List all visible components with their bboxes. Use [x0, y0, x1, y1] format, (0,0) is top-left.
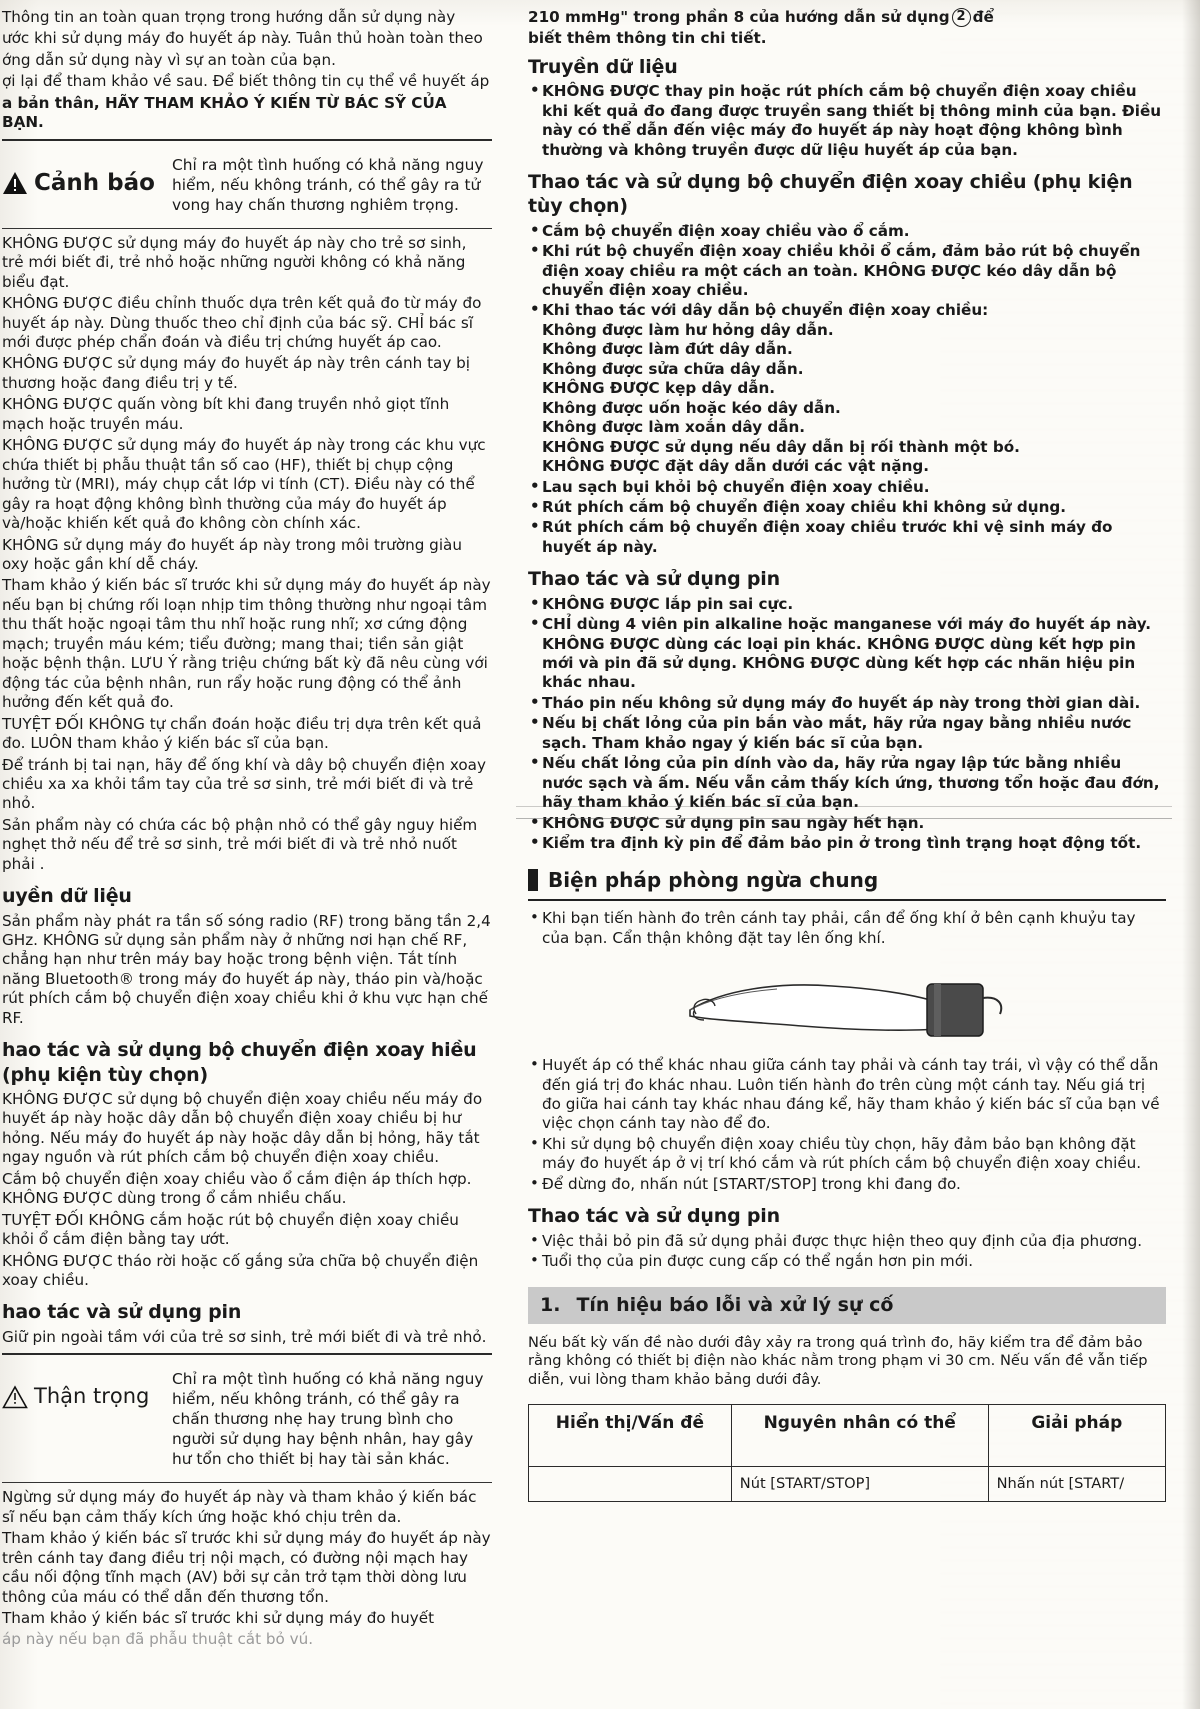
warning-item: KHÔNG ĐƯỢC sử dụng máy đo huyết áp này trong các khu vực chứa thiết bị phẫu thuật tần số cao (HF), thiết bị chụp cộng hưởng từ (MRI), máy chụp cắt lớp vi tính (CT). Điều này có thể gây ra hoạt động không bình thường của máy đo huyết áp và/hoặc khiến kết quả đo không còn chính xác.	[2, 436, 486, 533]
warning-rule-top	[2, 139, 492, 141]
general-precautions-title: Biện pháp phòng ngừa chung	[548, 867, 879, 892]
page-edge-shadow	[1182, 0, 1200, 1709]
right-ac-item: • Cắm bộ chuyển điện xoay chiều vào ổ cắm.	[528, 222, 1166, 241]
right-battery-item: • Nếu bị chất lỏng của pin bắn vào mắt, hãy rửa ngay bằng nhiều nước sạch. Tham khảo ngay ý kiến bác sĩ của bạn.	[528, 714, 1166, 753]
right-heading-battery: Thao tác và sử dụng pin	[528, 568, 780, 591]
warning-description: Chỉ ra một tình huống có khả năng nguy hiểm, nếu không tránh, có thể gây ra tử vong hay chấn thương nghiêm trọng.	[172, 155, 484, 214]
section-marker-icon	[528, 869, 538, 891]
warning-item: Sản phẩm này có chứa các bộ phận nhỏ có thể gây nguy hiểm nghẹt thở nếu để trẻ sơ sinh, trẻ mới biết đi và trẻ nhỏ nuốt phải .	[2, 815, 478, 873]
warning-item: Để tránh bị tai nạn, hãy để ống khí và dây bộ chuyển điện xoay chiều xa xa khỏi tầm tay của trẻ sơ sinh, trẻ mới biết đi và trẻ nhỏ.	[2, 755, 486, 813]
right-heading-data-transfer: Truyền dữ liệu	[528, 55, 678, 78]
warning-items-list	[2, 234, 492, 875]
caution-item: Tham khảo ý kiến bác sĩ trước khi sử dụng máy đo huyết	[2, 1609, 435, 1628]
arm-with-cuff-icon	[682, 954, 1012, 1046]
table-header-cause: Nguyên nhân có thể	[731, 1404, 988, 1466]
cut-line-2: ước khi sử dụng máy đo huyết áp này. Tuân thủ hoàn toàn theo	[2, 29, 483, 48]
caution-item: Ngừng sử dụng máy đo huyết áp này và tham khảo ý kiến bác sĩ nếu bạn cảm thấy kích ứng hoặc khó chịu trên da.	[2, 1488, 477, 1526]
left-ac-item: KHÔNG ĐƯỢC tháo rời hoặc cố gắng sửa chữa bộ chuyển điện xoay chiều.	[2, 1251, 479, 1289]
left-heading-ac-adapter: hao tác và sử dụng bộ chuyển điện xoay hiều (phụ kiện tùy chọn)	[2, 1039, 477, 1086]
scan-seam-line-upper	[516, 806, 1172, 807]
caution-box	[2, 1361, 492, 1477]
arm-cuff-illustration	[528, 954, 1166, 1046]
general-precaution-item: • Huyết áp có thể khác nhau giữa cánh tay phải và cánh tay trái, vì vậy có thể dẫn đến giá trị đo khác nhau. Luôn tiến hành đo trên cùng một cánh tay. Nếu giá trị đo giữa hai cánh tay khác nhau đáng kể, hãy tham khảo ý kiến bác sĩ của bạn về việc chọn cánh tay nào để đo.	[528, 1056, 1166, 1134]
warning-label: Cảnh báo	[34, 169, 155, 196]
cut-line-3: ớng dẫn sử dụng này vì sự an toàn của bạn.	[2, 50, 336, 69]
caution-rule-top	[2, 1353, 492, 1355]
right-ac-item	[528, 301, 1166, 476]
cut-line-5: a bản thân, HÃY THAM KHẢO Ý KIẾN TỪ BÁC SỸ CỦA BẠN.	[2, 93, 447, 132]
left-heading-data-transfer: uyền dữ liệu	[2, 885, 132, 908]
right-battery2-item: • Tuổi thọ của pin được cung cấp có thể ngắn hơn pin mới.	[528, 1252, 1166, 1271]
warning-item: KHÔNG sử dụng máy đo huyết áp này trong môi trường giàu oxy hoặc gần khí dễ cháy.	[2, 535, 462, 574]
reference-badge: 2	[952, 8, 971, 27]
warning-label-group	[2, 153, 162, 198]
error-section-title: Tín hiệu báo lỗi và xử lý sự cố	[576, 1294, 894, 1317]
left-data-transfer-item: Sản phẩm này phát ra tần số sóng radio (RF) trong băng tần 2,4 GHz. KHÔNG sử dụng sản phẩm này ở những nơi hạn chế RF, chẳng hạn như trên máy bay hoặc trong bệnh viện. Tắt tính năng Bluetooth® trong máy đo huyết áp này, tháo pin và/hoặc rút phích cắm bộ chuyển điện xoay chiều khi ở khu vực hạn chế RF.	[2, 911, 491, 1027]
right-heading-ac-adapter: Thao tác và sử dụng bộ chuyển điện xoay chiều (phụ kiện tùy chọn)	[528, 171, 1133, 218]
cord-sub-item: Không được uốn hoặc kéo dây dẫn.	[542, 398, 841, 417]
right-ac-item: • Rút phích cắm bộ chuyển điện xoay chiều trước khi vệ sinh máy đo huyết áp này.	[528, 518, 1166, 557]
scan-seam-line	[516, 818, 1172, 819]
cord-sub-item: KHÔNG ĐƯỢC sử dụng nếu dây dẫn bị rối thành một bó.	[542, 437, 1020, 456]
right-ac-item: • Rút phích cắm bộ chuyển điện xoay chiều khi không sử dụng.	[528, 498, 1166, 517]
left-ac-item: KHÔNG ĐƯỢC sử dụng bộ chuyển điện xoay chiều nếu máy đo huyết áp này hoặc dây dẫn bộ chuyển điện xoay chiều bị hư hỏng. Nếu máy đo huyết áp này hoặc dây dẫn bị hỏng, hãy tắt ngay nguồn và rút phích cắm bộ chuyển điện xoay chiều.	[2, 1089, 483, 1167]
right-ac-list	[528, 222, 1166, 558]
right-battery-list	[528, 595, 1166, 854]
right-battery-item: • CHỈ dùng 4 viên pin alkaline hoặc manganese với máy đo huyết áp này. KHÔNG ĐƯỢC dùng các loại pin khác. KHÔNG ĐƯỢC dùng kết hợp pin mới và pin đã sử dụng. KHÔNG ĐƯỢC dùng kết hợp các nhãn hiệu pin khác nhau.	[528, 615, 1166, 693]
cord-sub-item: Không được làm xoắn dây dẫn.	[542, 418, 806, 437]
left-ac-item: TUYỆT ĐỐI KHÔNG cắm hoặc rút bộ chuyển điện xoay chiều khỏi ổ cắm điện bằng tay ướt.	[2, 1210, 459, 1249]
table-header-display: Hiển thị/Vấn đề	[529, 1404, 732, 1466]
warning-triangle-icon	[2, 171, 28, 195]
right-ac-item: • Lau sạch bụi khỏi bộ chuyển điện xoay chiều.	[528, 478, 1166, 497]
caution-label-group	[2, 1367, 162, 1410]
caution-item: Tham khảo ý kiến bác sĩ trước khi sử dụng máy đo huyết áp này trên cánh tay đang điều trị nội mạch, có đường nội mạch hay cầu nối động tĩnh mạch (AV) bởi sự cản trở tạm thời dòng lưu thông của máu có thể dẫn đến thương tổn.	[2, 1529, 491, 1606]
warning-item: KHÔNG ĐƯỢC điều chỉnh thuốc dựa trên kết quả đo từ máy đo huyết áp này. Dùng thuốc theo chỉ định của bác sỹ. CHỈ bác sĩ mới được phép chẩn đoán và điều trị chứng huyết áp cao.	[2, 294, 482, 352]
right-cut-line-1	[528, 8, 1166, 27]
left-heading-battery: hao tác và sử dụng pin	[2, 1301, 242, 1324]
table-cell-cause: Nút [START/STOP]	[731, 1466, 988, 1502]
cut-line-1: Thông tin an toàn quan trọng trong hướng dẫn sử dụng này	[2, 8, 456, 26]
table-header-solution: Giải pháp	[988, 1404, 1165, 1466]
left-ac-item: Cắm bộ chuyển điện xoay chiều vào ổ cắm điện áp thích hợp. KHÔNG ĐƯỢC dùng trong ổ cắm nhiều chấu.	[2, 1169, 472, 1208]
warning-rule-bottom	[2, 228, 492, 229]
caution-triangle-icon	[2, 1385, 28, 1409]
cut-line-4: ợi lại để tham khảo về sau. Để biết thông tin cụ thể về huyết áp	[2, 72, 490, 91]
right-battery-item: • Tháo pin nếu không sử dụng máy đo huyết áp này trong thời gian dài.	[528, 694, 1166, 713]
caution-label: Thận trọng	[34, 1384, 150, 1409]
warning-item: KHÔNG ĐƯỢC quấn vòng bít khi đang truyền nhỏ giọt tĩnh mạch hoặc truyền máu.	[2, 395, 450, 433]
right-battery-item: • KHÔNG ĐƯỢC lắp pin sai cực.	[528, 595, 1166, 614]
right-data-transfer-item: • KHÔNG ĐƯỢC thay pin hoặc rút phích cắm bộ chuyển điện xoay chiều khi kết quả đo đang được truyền sang thiết bị thông minh của bạn. Điều này có thể dẫn đến việc máy đo huyết áp này hoạt động không bình thường và không truyền được dữ liệu huyết áp của bạn.	[528, 82, 1166, 160]
cord-sub-item: Không được sửa chữa dây dẫn.	[542, 359, 804, 378]
table-cell-display	[529, 1466, 732, 1502]
warning-item: KHÔNG ĐƯỢC sử dụng máy đo huyết áp này cho trẻ sơ sinh, trẻ mới biết đi, trẻ nhỏ hoặc những người không có khả năng biểu đạt.	[2, 233, 467, 291]
right-ac-item: • Khi rút bộ chuyển điện xoay chiều khỏi ổ cắm, đảm bảo rút bộ chuyển điện xoay chiều ra một cách an toàn. KHÔNG ĐƯỢC kéo dây dẫn bộ chuyển điện xoay chiều.	[528, 242, 1166, 300]
error-section-header	[528, 1287, 1166, 1323]
error-section-intro: Nếu bất kỳ vấn đề nào dưới đây xảy ra trong quá trình đo, hãy kiểm tra để đảm bảo rằng không có thiết bị điện nào khác nằm trong phạm vi 30 cm. Nếu vấn đề vẫn tiếp diễn, vui lòng tham khảo bảng dưới đây.	[528, 1333, 1148, 1389]
troubleshooting-table	[528, 1404, 1166, 1503]
left-column	[0, 0, 502, 1652]
right-battery2-item: • Việc thải bỏ pin đã sử dụng phải được thực hiện theo quy định của địa phương.	[528, 1232, 1166, 1251]
warning-box	[2, 147, 492, 223]
warning-item: Tham khảo ý kiến bác sĩ trước khi sử dụng máy đo huyết áp này nếu bạn bị chứng rối loạn nhịp tim thông thường như ngoại tâm thu thất hoặc ngoại tâm thu nhĩ hoặc rung nhĩ; xơ cứng động mạch; truyền máu kém; tiểu đường; mang thai; tiền sản giật hoặc bệnh thận. LƯU Ý rằng triệu chứng bất kỳ đã nêu cùng với động tác của bệnh nhân, run rẩy hoặc rung động có thể ảnh hưởng đến kết quả đo.	[2, 576, 491, 712]
caution-rule-bottom	[2, 1482, 492, 1483]
right-battery-item: • Kiểm tra định kỳ pin để đảm bảo pin ở trong tình trạng hoạt động tốt.	[528, 834, 1166, 853]
cord-sub-item: Không được làm đứt dây dẫn.	[542, 340, 793, 359]
table-row	[529, 1466, 1166, 1502]
right-battery-item: • Nếu chất lỏng của pin dính vào da, hãy rửa ngay lập tức bằng nhiều nước sạch và ấm. Nếu vẫn cảm thấy kích ứng, thương tổn hoặc đau đớn, hãy tham khảo ý kiến bác sĩ của bạn.	[528, 754, 1166, 812]
error-section-number: 1.	[540, 1294, 561, 1317]
table-cell-solution: Nhấn nút [START/	[988, 1466, 1165, 1502]
caution-description: Chỉ ra một tình huống có khả năng nguy hiểm, nếu không tránh, có thể gây ra chấn thương nhẹ hay trung bình cho người sử dụng hay bệnh nhân, hay gây hư tổn cho thiết bị hay tài sản khác.	[172, 1370, 484, 1469]
right-ac-item-lead: Khi thao tác với dây dẫn bộ chuyển điện xoay chiều:	[542, 301, 989, 320]
right-battery2-list	[528, 1232, 1166, 1272]
warning-item: TUYỆT ĐỐI KHÔNG tự chẩn đoán hoặc điều trị dựa trên kết quả đo. LUÔN tham khảo ý kiến bác sĩ của bạn.	[2, 714, 482, 753]
right-top-partial	[528, 8, 1166, 49]
cord-sub-item: Không được làm hư hỏng dây dẫn.	[542, 320, 834, 339]
table-header-row	[529, 1404, 1166, 1466]
left-battery-item: Giữ pin ngoài tầm với của trẻ sơ sinh, trẻ mới biết đi và trẻ nhỏ.	[2, 1327, 487, 1346]
cord-sub-item: KHÔNG ĐƯỢC đặt dây dẫn dưới các vật nặng.	[542, 457, 930, 476]
general-precaution-item: • Khi sử dụng bộ chuyển điện xoay chiều tùy chọn, hãy đảm bảo bạn không đặt máy đo huyết áp ở vị trí khó cắm và rút phích cắm bộ chuyển điện xoay chiều.	[528, 1135, 1166, 1174]
right-cut-line-1-text: 210 mmHg" trong phần 8 của hướng dẫn sử dụng	[528, 8, 950, 26]
right-battery-item: • KHÔNG ĐƯỢC sử dụng pin sau ngày hết hạn.	[528, 814, 1166, 833]
right-cut-line-1-end: để	[972, 8, 994, 26]
general-precaution-item: • Để dừng đo, nhấn nút [START/STOP] trong khi đang đo.	[528, 1175, 1166, 1194]
general-precautions-list-top	[528, 909, 1166, 948]
right-data-transfer-list	[528, 82, 1166, 160]
right-column	[516, 0, 1182, 1502]
right-cut-line-2: biết thêm thông tin chi tiết.	[528, 29, 767, 48]
cord-sub-item: KHÔNG ĐƯỢC kẹp dây dẫn.	[542, 379, 776, 398]
right-heading-battery-2: Thao tác và sử dụng pin	[528, 1205, 780, 1228]
general-precautions-header	[528, 868, 1166, 902]
general-precautions-list-bottom	[528, 1056, 1166, 1194]
left-bottom-cut-line: áp này nếu bạn đã phẫu thuật cắt bỏ vú.	[2, 1630, 314, 1649]
general-precaution-item: • Khi bạn tiến hành đo trên cánh tay phải, cần để ống khí ở bên cạnh khuỷu tay của bạn. Cẩn thận không đặt tay lên ống khí.	[528, 909, 1166, 948]
warning-item: KHÔNG ĐƯỢC sử dụng máy đo huyết áp này trên cánh tay bị thương hoặc đang điều trị y tế.	[2, 354, 471, 392]
left-top-cut-text	[2, 8, 492, 133]
